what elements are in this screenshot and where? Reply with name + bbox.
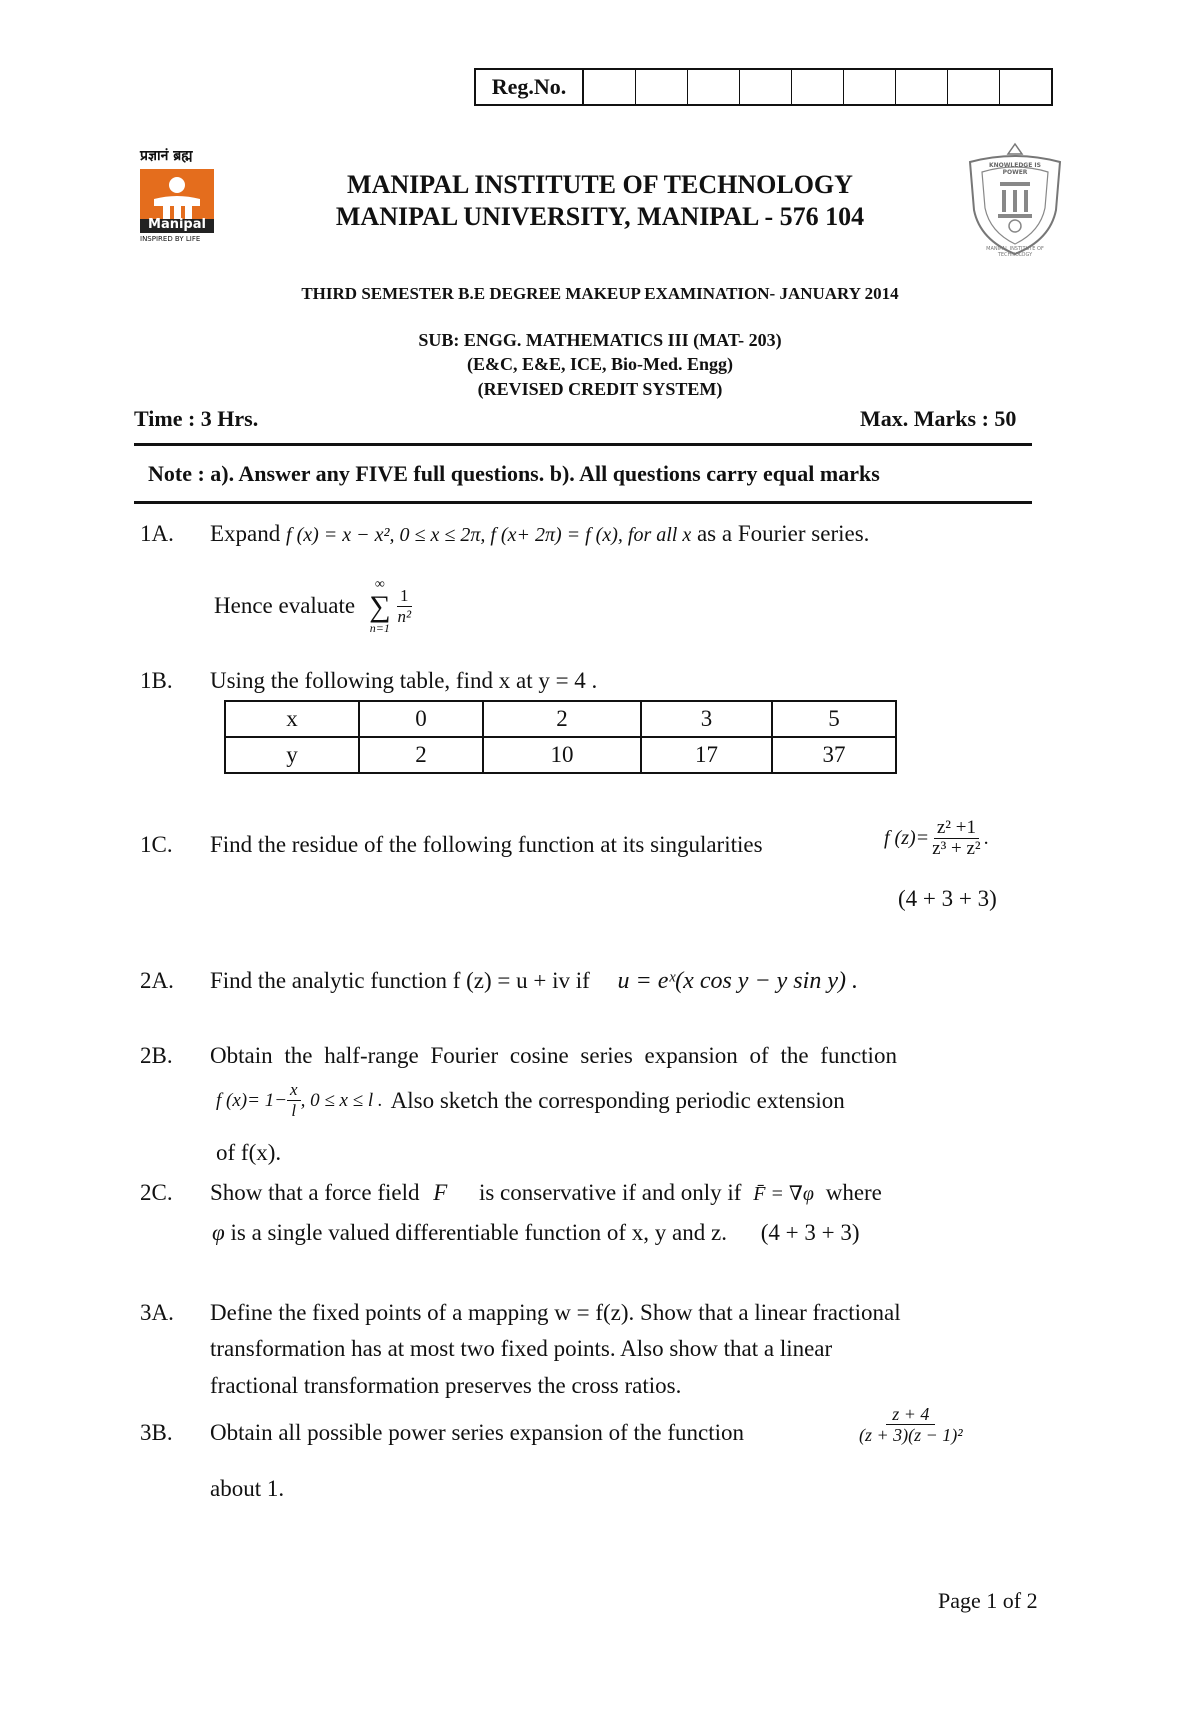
table-cell: 2	[359, 737, 483, 773]
subject-title: SUB: ENGG. MATHEMATICS III (MAT- 203)	[418, 330, 782, 350]
q1b-number: 1B.	[140, 668, 173, 693]
table-cell: 5	[772, 701, 896, 737]
table-cell: y	[225, 737, 359, 773]
reg-no-cell[interactable]	[1000, 70, 1051, 104]
mit-seal-ring-text: KNOWLEDGE IS POWER	[989, 162, 1041, 176]
q2c-pre: Show that a force field	[210, 1180, 420, 1205]
q2b-math-post: , 0 ≤ x ≤ l .	[300, 1089, 383, 1111]
q2c-line2-text: is a single valued differentiable function of x, y and z.	[230, 1220, 727, 1245]
q1b-text: Using the following table, find x at y = 4 .	[210, 668, 598, 693]
manipal-logo-name: Manipal	[148, 217, 206, 232]
q3b-frac-num: z + 4	[886, 1404, 935, 1425]
q1a-math: f (x) = x − x², 0 ≤ x ≤ 2π, f (x+ 2π) = f (x), for all x	[286, 524, 692, 546]
q3a-number: 3A.	[140, 1300, 174, 1325]
q1a-number: 1A.	[140, 521, 174, 546]
q3a-line1: Define the fixed points of a mapping w = f(z). Show that a linear fractional	[210, 1300, 901, 1325]
branches: (E&C, E&E, ICE, Bio-Med. Engg)	[466, 354, 733, 374]
table-cell: 10	[483, 737, 641, 773]
q1c-text: Find the residue of the following function at its singularities	[210, 832, 763, 857]
table-cell: 3	[641, 701, 772, 737]
q2b-frac-num: x	[287, 1080, 301, 1101]
reg-no-cell[interactable]	[896, 70, 948, 104]
q2b-line2	[216, 1080, 845, 1121]
q2-marks: (4 + 3 + 3)	[760, 1220, 860, 1245]
credit-system: (REVISED CREDIT SYSTEM)	[477, 379, 723, 399]
q1c-number: 1C.	[140, 832, 173, 857]
bottom-rule	[134, 501, 1032, 504]
q3b-about: about 1.	[210, 1476, 285, 1501]
q2c-grad: F̄ = ∇φ	[753, 1183, 814, 1205]
q1a-fraction	[395, 586, 415, 627]
q2b-number: 2B.	[140, 1043, 173, 1068]
exam-title: THIRD SEMESTER B.E DEGREE MAKEUP EXAMINATION- JANUARY 2014	[301, 284, 899, 303]
manipal-logo-tagline: INSPIRED BY LIFE	[140, 235, 201, 243]
reg-no-cell[interactable]	[948, 70, 1000, 104]
reg-no-cell[interactable]	[688, 70, 740, 104]
table-row	[225, 701, 896, 737]
q2a-text	[210, 968, 858, 995]
table-cell: 2	[483, 701, 641, 737]
q2a-number: 2A.	[140, 968, 174, 993]
manipal-logo	[140, 146, 220, 256]
table-cell: x	[225, 701, 359, 737]
institute-title: MANIPAL INSTITUTE OF TECHNOLOGY	[347, 170, 853, 199]
q2c-line2	[212, 1220, 859, 1246]
q2a-pre: Find the analytic function f (z) = u + iv if	[210, 968, 590, 993]
q2b-frac-den: l	[291, 1101, 297, 1120]
q2b-math-pre: f (x)= 1−	[216, 1089, 288, 1111]
q2b-line1: Obtain the half-range Fourier cosine series expansion of the function	[210, 1043, 897, 1068]
q1a-hence	[214, 578, 414, 634]
q2c-mid: is conservative if and only if	[478, 1180, 742, 1205]
q1c-fz: f (z)=	[884, 827, 930, 849]
reg-no-cell[interactable]	[740, 70, 792, 104]
q1-marks: (4 + 3 + 3)	[898, 886, 997, 911]
mit-seal-name: MANIPAL INSTITUTE OF TECHNOLOGY	[986, 246, 1044, 258]
sum-upper-limit: ∞	[374, 577, 385, 592]
sigma-icon: ∑	[369, 590, 391, 623]
q2b-line2-text: Also sketch the corresponding periodic extension	[390, 1087, 845, 1113]
q3a-line2: transformation has at most two fixed points. Also show that a linear	[210, 1336, 833, 1361]
q3b-number: 3B.	[140, 1420, 173, 1445]
q2c-phi: φ	[212, 1220, 225, 1245]
table-cell: 37	[772, 737, 896, 773]
q3a-line3: fractional transformation preserves the cross ratios.	[210, 1373, 682, 1398]
reg-no-label: Reg.No.	[476, 70, 584, 104]
q1c-fraction	[929, 818, 983, 859]
q1c-function	[884, 818, 989, 859]
q1c-period: .	[983, 827, 989, 849]
table-row	[225, 737, 896, 773]
q1a-pre: Expand	[210, 521, 281, 546]
reg-no-cell[interactable]	[584, 70, 636, 104]
sum-lower-limit: n=1	[369, 621, 390, 635]
q1a-post: as a Fourier series.	[696, 521, 870, 546]
q2c-line1	[210, 1180, 882, 1206]
reg-no-cell[interactable]	[844, 70, 896, 104]
q2b-fraction	[287, 1080, 301, 1121]
page-number: Page 1 of 2	[938, 1588, 1038, 1613]
q2c-number: 2C.	[140, 1180, 173, 1205]
q3b-frac-den: (z + 3)(z − 1)²	[859, 1425, 963, 1445]
table-cell: 0	[359, 701, 483, 737]
xy-table	[224, 700, 897, 774]
q1a-frac-num: 1	[397, 586, 412, 607]
reg-no-cell[interactable]	[636, 70, 688, 104]
q1c-frac-den: z³ + z²	[932, 838, 981, 859]
q1c-frac-num: z² +1	[934, 818, 979, 839]
manipal-logo-motto: प्रज्ञानं ब्रह्म	[140, 148, 193, 164]
q3b-expression	[856, 1404, 966, 1445]
q3b-fraction	[856, 1404, 966, 1445]
reg-no-box	[474, 68, 1053, 106]
max-marks-label: Max. Marks : 50	[860, 406, 1017, 431]
time-label: Time : 3 Hrs.	[134, 406, 259, 431]
instructions-note: Note : a). Answer any FIVE full questions. b). All questions carry equal marks	[148, 461, 880, 486]
reg-no-cell[interactable]	[792, 70, 844, 104]
q3b-text: Obtain all possible power series expansion of the function	[210, 1420, 744, 1445]
q2c-post: where	[825, 1180, 882, 1205]
q1a-hence-text: Hence evaluate	[214, 593, 356, 618]
q1a-frac-den: n²	[397, 606, 412, 626]
q2c-F: F⃗	[433, 1180, 466, 1205]
summation	[369, 578, 390, 634]
top-rule	[134, 443, 1032, 446]
university-title: MANIPAL UNIVERSITY, MANIPAL - 576 104	[335, 202, 865, 231]
q1a-text	[210, 521, 869, 547]
q2b-line3: of f(x).	[216, 1140, 282, 1165]
q2a-math: u = eˣ(x cos y − y sin y) .	[617, 968, 858, 994]
table-cell: 17	[641, 737, 772, 773]
